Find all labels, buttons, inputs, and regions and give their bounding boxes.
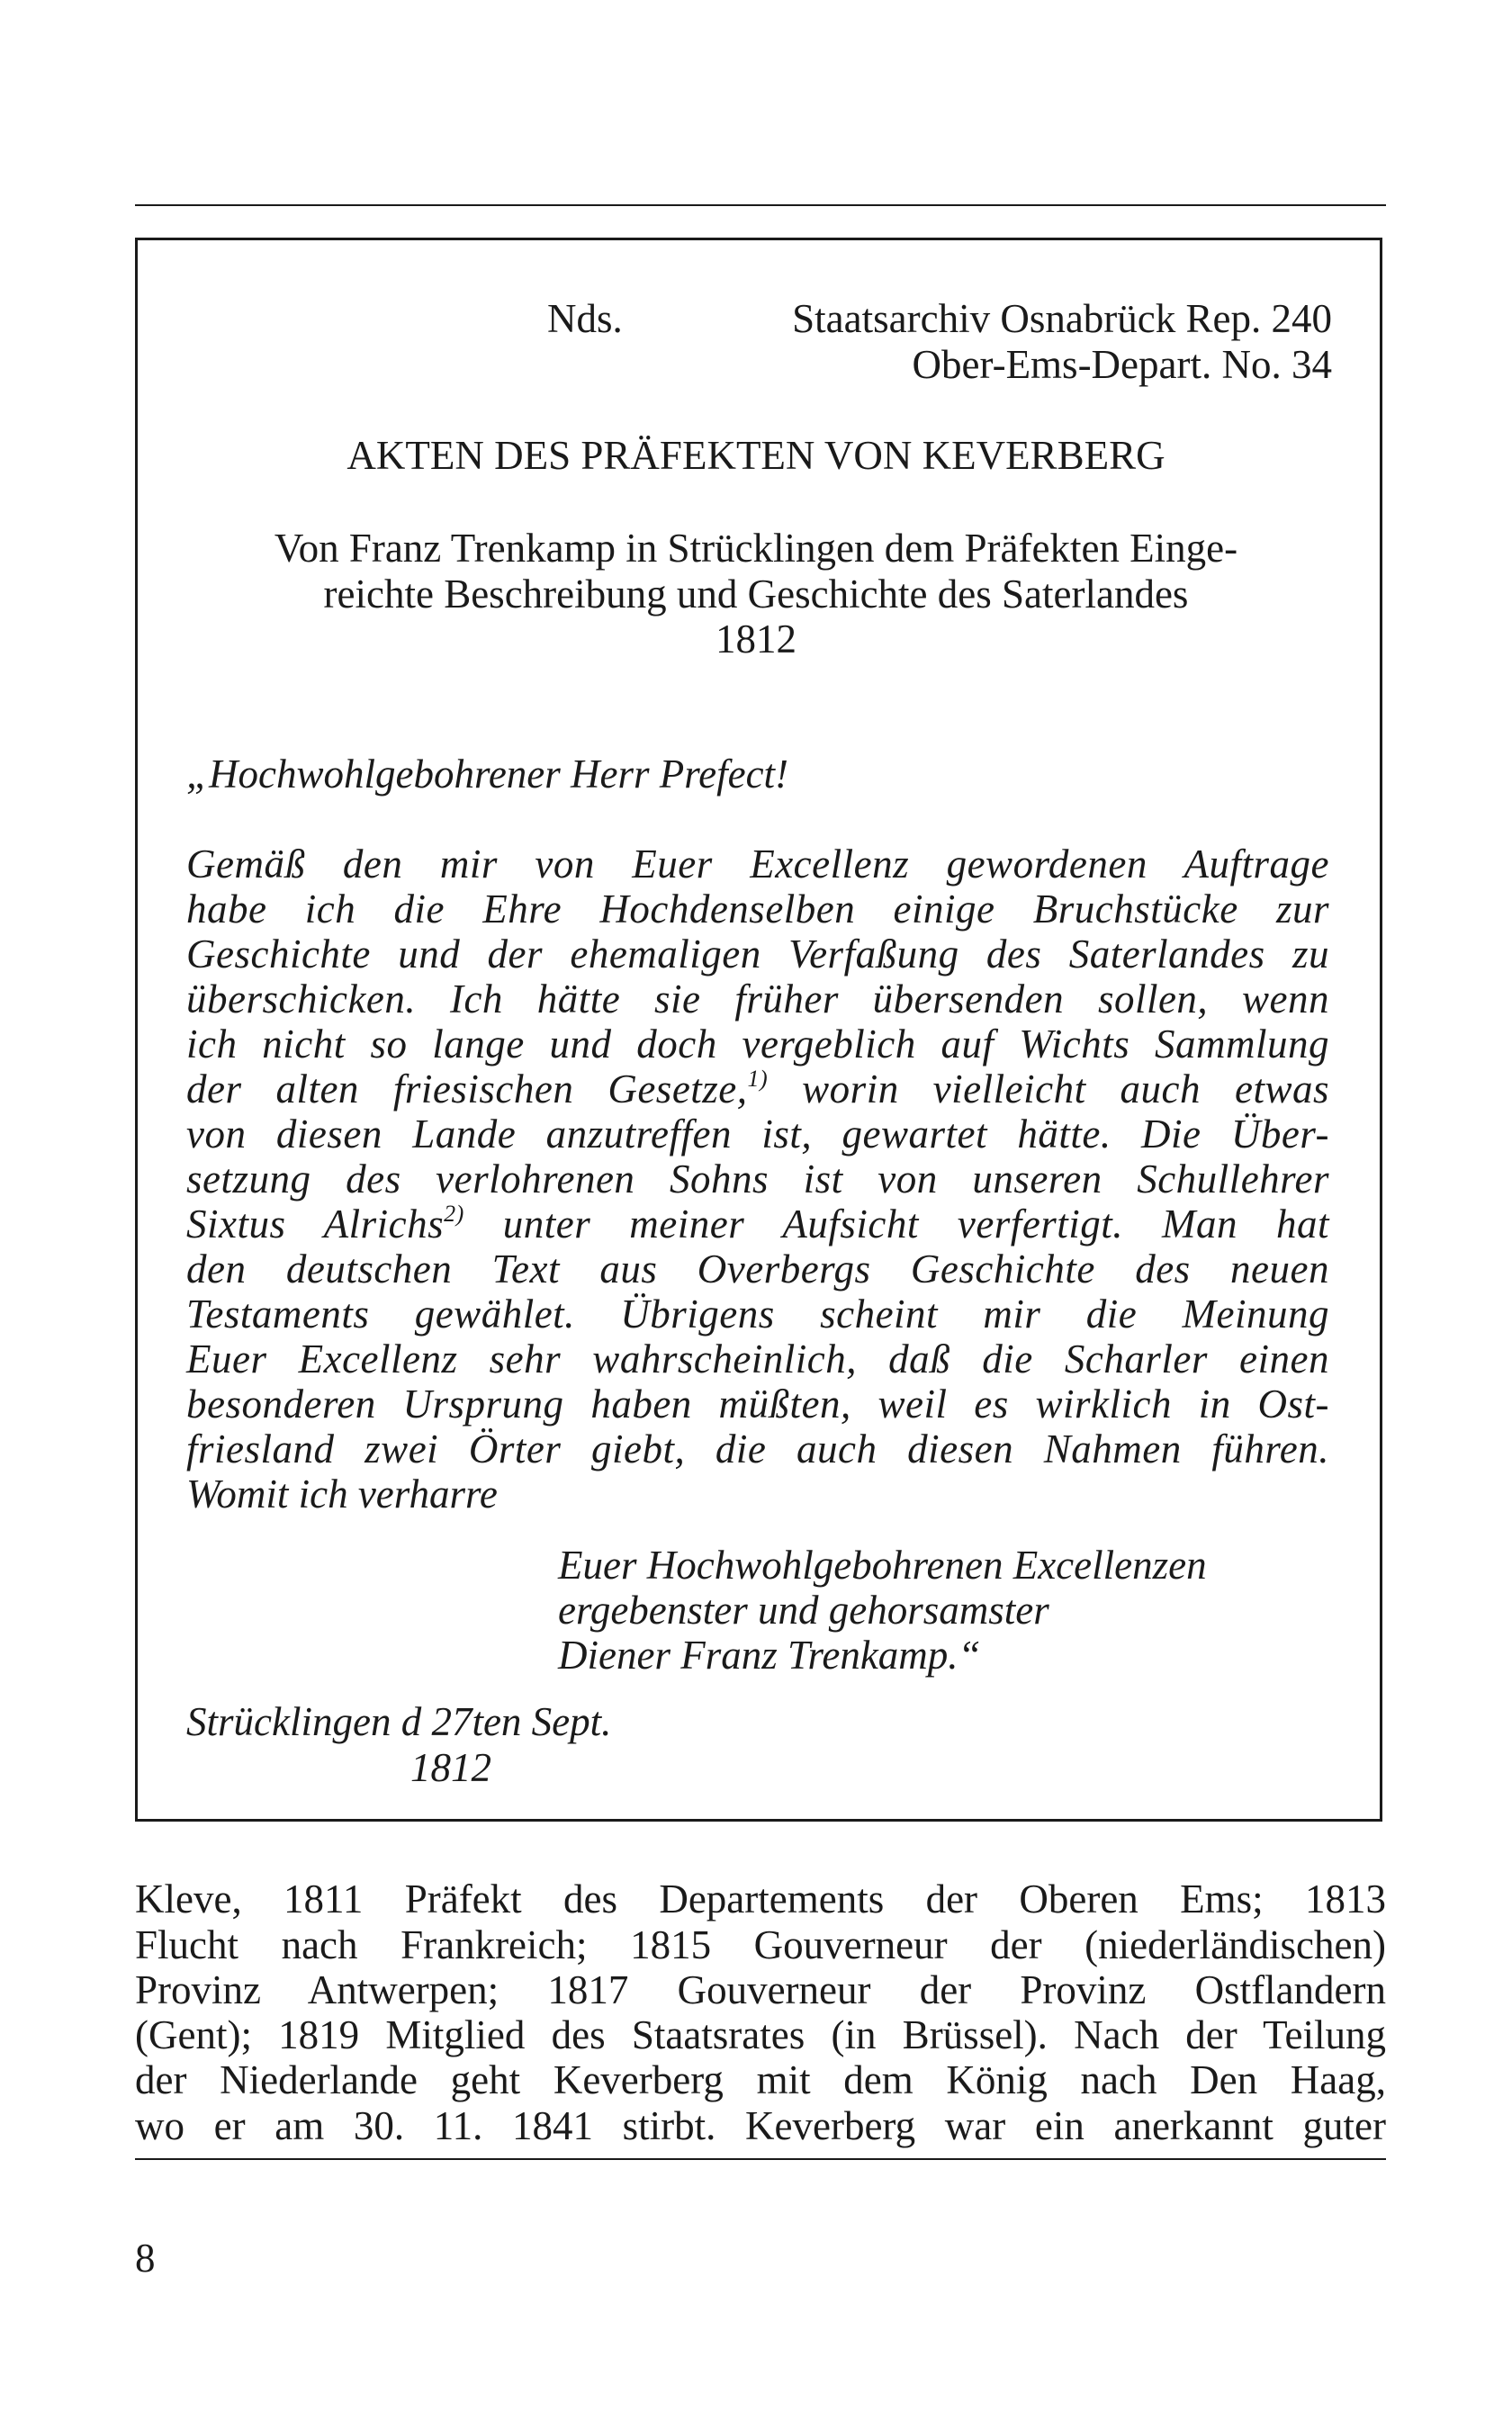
- subtitle-line: Von Franz Trenkamp in Strücklingen dem Präfekten Einge-: [274, 526, 1238, 571]
- letter-line: überschicken. Ich hätte sie früher übersenden sollen, wenn: [186, 976, 1329, 1022]
- letter-line: den deutschen Text aus Overbergs Geschichte des neuen: [186, 1246, 1329, 1292]
- top-rule: [135, 204, 1386, 206]
- closing-phrase: Womit ich verharre: [186, 1472, 498, 1516]
- letter-line: setzung des verlohrenen Sohns ist von unseren Schullehrer: [186, 1156, 1329, 1202]
- letter-line: Sixtus Alrichs$^{2)}$ unter meiner Aufsicht verfertigt. Man hat: [186, 1201, 1329, 1246]
- footnote-line: Provinz Antwerpen; 1817 Gouverneur der Provinz Ostflandern: [135, 1967, 1386, 2012]
- archive-reference: Staatsarchiv Osnabrück Rep. 240: [792, 296, 1332, 341]
- signature-name: Diener Franz Trenkamp.“: [558, 1633, 981, 1678]
- footnote-line: Flucht nach Frankreich; 1815 Gouverneur der (niederländischen): [135, 1922, 1386, 1967]
- letter-line: der alten friesischen Gesetze,$^{1)}$ worin vielleicht auch etwas: [186, 1066, 1329, 1112]
- letter-line: friesland zwei Örter giebt, die auch diesen Nahmen führen.: [186, 1426, 1329, 1472]
- place-date: Strücklingen d 27ten Sept.: [186, 1699, 612, 1744]
- footnote-line: der Niederlande geht Keverberg mit dem König nach Den Haag,: [135, 2057, 1386, 2102]
- letter-line: habe ich die Ehre Hochdenselben einige Bruchstücke zur: [186, 886, 1329, 932]
- archive-department: Ober-Ems-Depart. No. 34: [912, 342, 1332, 387]
- letter-line: besonderen Ursprung haben müßten, weil es wirklich in Ost-: [186, 1382, 1329, 1426]
- footnote-line: Kleve, 1811 Präfekt des Departements der Oberen Ems; 1813: [135, 1876, 1386, 1922]
- letter-year: 1812: [410, 1745, 491, 1790]
- letter-line: Gemäß den mir von Euer Excellenz gewordenen Auftrage: [186, 842, 1329, 886]
- subtitle-line: reichte Beschreibung und Geschichte des Saterlandes: [323, 572, 1189, 616]
- letter-line: Geschichte und der ehemaligen Verfaßung des Saterlandes zu: [186, 932, 1329, 976]
- footnote-marker: 1): [747, 1066, 769, 1092]
- document-title: AKTEN DES PRÄFEKTEN VON KEVERBERG: [346, 433, 1166, 478]
- subtitle-year: 1812: [716, 616, 796, 662]
- salutation: „Hochwohlgebohrener Herr Prefect!: [186, 752, 789, 796]
- letter-line: ich nicht so lange und doch vergeblich auf Wichts Sammlung: [186, 1022, 1329, 1066]
- footnote-line: (Gent); 1819 Mitglied des Staatsrates (in Brüssel). Nach der Teilung: [135, 2012, 1386, 2057]
- letter-line: von diesen Lande anzutreffen ist, gewartet hätte. Die Über-: [186, 1112, 1329, 1156]
- signature-line: ergebenster und gehorsamster: [558, 1588, 1049, 1633]
- letter-line: Euer Excellenz sehr wahrscheinlich, daß die Scharler einen: [186, 1336, 1329, 1382]
- letter-line: Testaments gewählet. Übrigens scheint mir die Meinung: [186, 1292, 1329, 1336]
- footnote-line: wo er am 30. 11. 1841 stirbt. Keverberg war ein anerkannt guter: [135, 2103, 1386, 2148]
- bottom-rule: [135, 2158, 1386, 2160]
- signature-line: Euer Hochwohlgebohrenen Excellenzen: [558, 1543, 1207, 1588]
- archive-abbrev: Nds.: [547, 296, 623, 341]
- page-number: 8: [135, 2236, 156, 2281]
- footnote-marker: 2): [444, 1201, 464, 1227]
